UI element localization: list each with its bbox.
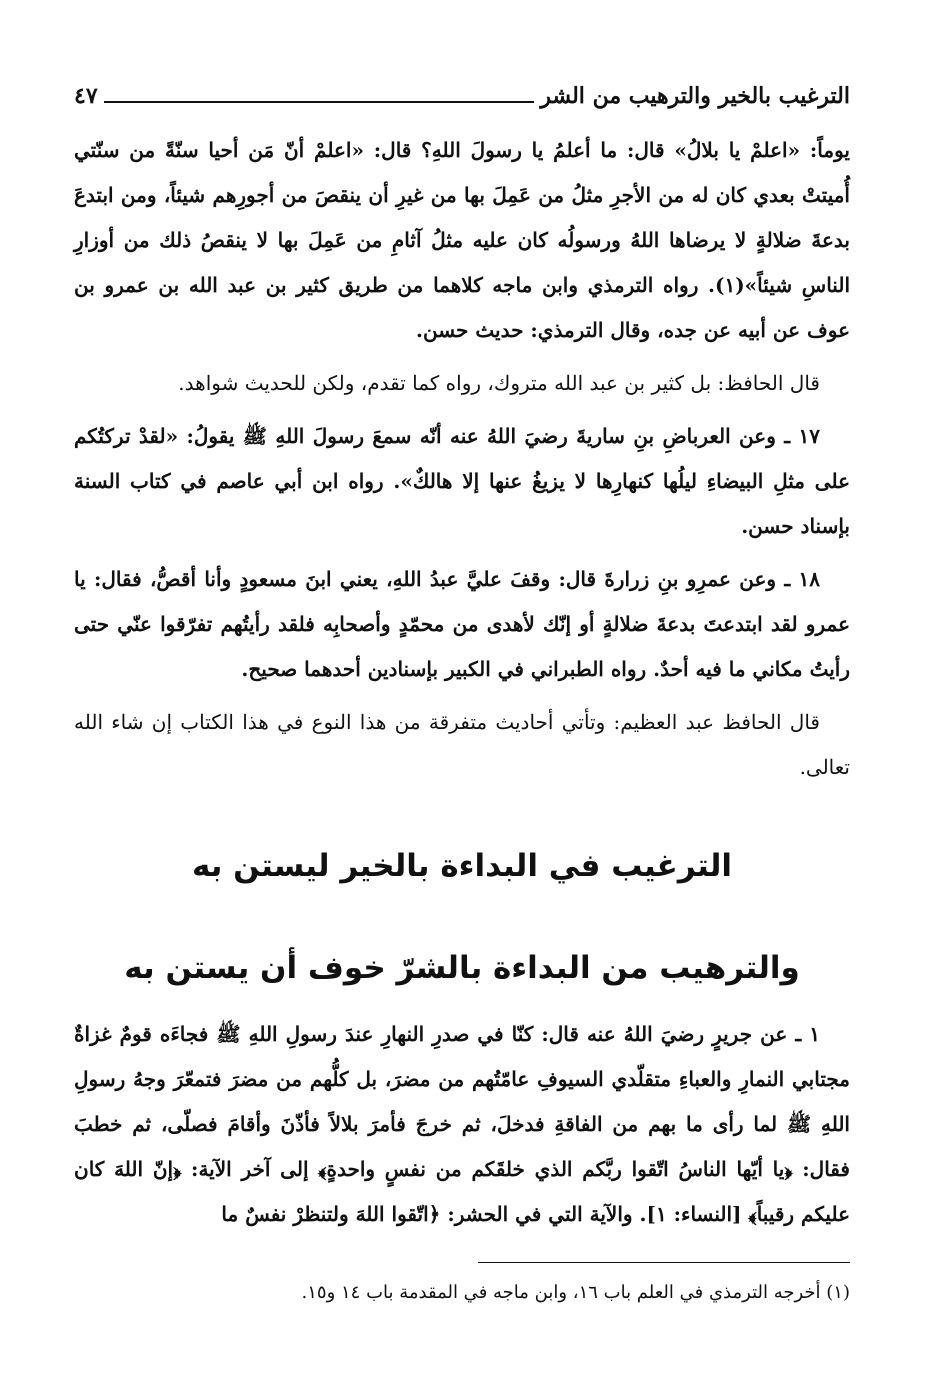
paragraph-hadith-1: ١ ـ عن جريرٍ رضيَ اللهُ عنه قال: كنّا في صدرِ النهارِ عندَ رسولِ اللهِ ﷺ فجاءَه قومٌ غزاةٌ مجتابي النمارِ والعباءِ متقلّدي السيوفِ عامّتُهم من مضرَ، بل كلُّهم من مضرَ فتمعّرَ وجهُ رسولِ اللهِ ﷺ لما رأى ما بهم من الفاقةِ فدخلَ، ثم خرجَ فأمرَ بلالاً فأذّنَ وأقامَ فصلّى، ثم خطبَ فقال: ﴿يا أيّها الناسُ اتّقوا ربَّكم الذي خلقَكم من نفسٍ واحدةٍ﴾ إلى آخر الآية: ﴿إنّ اللهَ كان عليكم رقيباً﴾ [النساء: ١]. والآية التي في الحشر: ﴿اتّقوا اللهَ ولتنظرْ نفسٌ ما — [74, 1022, 850, 1226]
paragraph-hafiz-note: قال الحافظ: بل كثير بن عبد الله متروك، رواه كما تقدم، ولكن للحديث شواهد. — [178, 371, 820, 395]
footnote-divider — [478, 1262, 850, 1263]
chapter-subheading: والترهيب من البداءة بالشرّ خوف أن يستن به — [124, 950, 800, 986]
chapter-text — [74, 1012, 850, 1245]
paragraph-hadith-18: ١٨ ـ وعن عمرِو بنِ زرارةَ قال: وقفَ عليَّ عبدُ اللهِ، يعني ابنَ مسعودٍ وأنا أقصُّ، فقال: يا عمرو لقد ابتدعتَ بدعةَ ضلالةٍ أو إنّك لأهدى من محمّدٍ وأصحابِه فلقد رأيتُهم تفرّقوا عنّي حتى رأيتُ مكاني ما فيه أحدٌ. رواه الطبراني في الكبير بإسنادين أحدهما صحيح. — [74, 567, 850, 681]
page-number: ٤٧ — [74, 83, 98, 109]
running-header — [74, 76, 850, 116]
chapter-heading: الترغيب في البداءة بالخير ليستن به — [191, 848, 733, 884]
paragraph-hadith-17: ١٧ ـ وعن العرباضِ بنِ ساريةَ رضيَ اللهُ عنه أنّه سمعَ رسولَ اللهِ ﷺ يقولُ: «لقدْ تركتُكم على مثلِ البيضاءِ ليلُها كنهارِها لا يزيغُ عنها إلا هالكٌ». رواه ابن أبي عاصم في كتاب السنة بإسناد حسن. — [74, 424, 850, 538]
header-rule — [104, 101, 535, 103]
book-page — [74, 0, 850, 1374]
paragraph-hadith-continuation: يوماً: «اعلمْ يا بلالُ» قال: ما أعلمُ يا رسولَ اللهِ؟ قال: «اعلمْ أنّ مَن أحيا سنّةً من سنّتي أُميتتْ بعدي كان له من الأجرِ مثلُ من عَمِلَ بها من غيرِ أن ينقصَ من أجورِهم شيئاً، ومن ابتدعَ بدعةَ ضلالةٍ لا يرضاها اللهُ ورسولُه كان عليه مثلُ آثامِ من عَمِلَ بها لا ينقصُ ذلك من أوزارِ الناسِ شيئاً»(١). رواه الترمذي وابن ماجه كلاهما من طريق كثير بن عبد الله بن عمرو بن عوف عن أبيه عن جده، وقال الترمذي: حديث حسن. — [74, 138, 850, 342]
main-text — [74, 128, 850, 798]
paragraph-hafiz-abd-al-azim: قال الحافظ عبد العظيم: وتأتي أحاديث متفرقة من هذا النوع في هذا الكتاب إن شاء الله تعالى. — [74, 710, 850, 779]
footnote: (١) أخرجه الترمذي في العلم باب ١٦، وابن ماجه في المقدمة باب ١٤ و١٥. — [301, 1282, 850, 1303]
running-title: الترغيب بالخير والترهيب من الشر — [540, 83, 850, 109]
